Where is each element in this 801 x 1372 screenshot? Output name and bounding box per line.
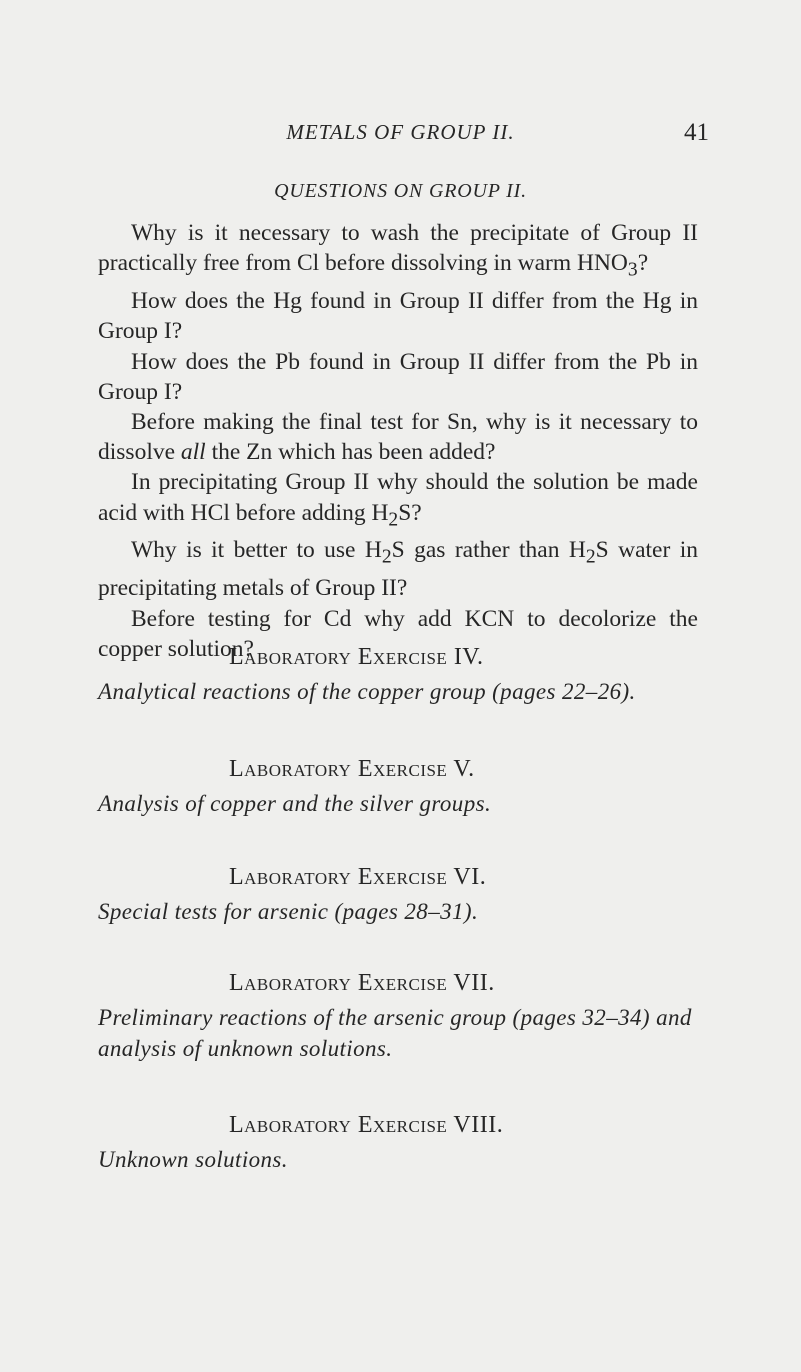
exercise-title: Laboratory Exercise VI.: [229, 864, 487, 890]
exercise-iv: [98, 642, 698, 708]
exercise-description: Analytical reactions of the copper group (pages 22–26).: [98, 679, 636, 704]
exercise-description: Unknown solutions.: [98, 1147, 288, 1172]
running-head-title: METALS OF GROUP II.: [286, 120, 515, 144]
exercise-title: Laboratory Exercise VII.: [229, 970, 495, 996]
exercise-title: Laboratory Exercise V.: [229, 756, 475, 782]
page-number: 41: [684, 119, 709, 146]
question: Why is it better to use $H_2S$ gas rather than $H_2S$ water in precipitating metals of Group II?: [98, 537, 698, 602]
exercise-vi: [98, 862, 698, 928]
question: How does the Pb found in Group II differ from the Pb in Group I?: [98, 348, 698, 405]
question: Before making the final test for Sn, why is it necessary to dissolve all the Zn which has been added?: [98, 408, 698, 466]
exercise-vii: [98, 968, 698, 1064]
exercise-description: Preliminary reactions of the arsenic group (pages 32–34) and analysis of unknown solutions.: [98, 1005, 692, 1061]
question: Before testing for Cd why add KCN to decolorize the copper solution?: [98, 605, 698, 662]
exercise-v: [98, 754, 698, 820]
question: How does the Hg found in Group II differ from the Hg in Group I?: [98, 288, 698, 345]
exercise-title: Laboratory Exercise VIII.: [229, 1112, 504, 1138]
exercise-title: Laboratory Exercise IV.: [229, 644, 484, 670]
questions-list: [98, 218, 698, 664]
section-heading: QUESTIONS ON GROUP II.: [274, 180, 527, 202]
exercise-description: Analysis of copper and the silver groups.: [98, 791, 492, 816]
question: Why is it necessary to wash the precipitate of Group II practically free from Cl before dissolving in warm $HNO_3$?: [98, 220, 698, 281]
running-head: [0, 120, 801, 150]
exercise-description: Special tests for arsenic (pages 28–31).: [98, 899, 479, 924]
question: In precipitating Group II why should the solution be made acid with HCl before adding $H_2S$?: [98, 469, 698, 531]
exercise-viii: [98, 1110, 698, 1176]
